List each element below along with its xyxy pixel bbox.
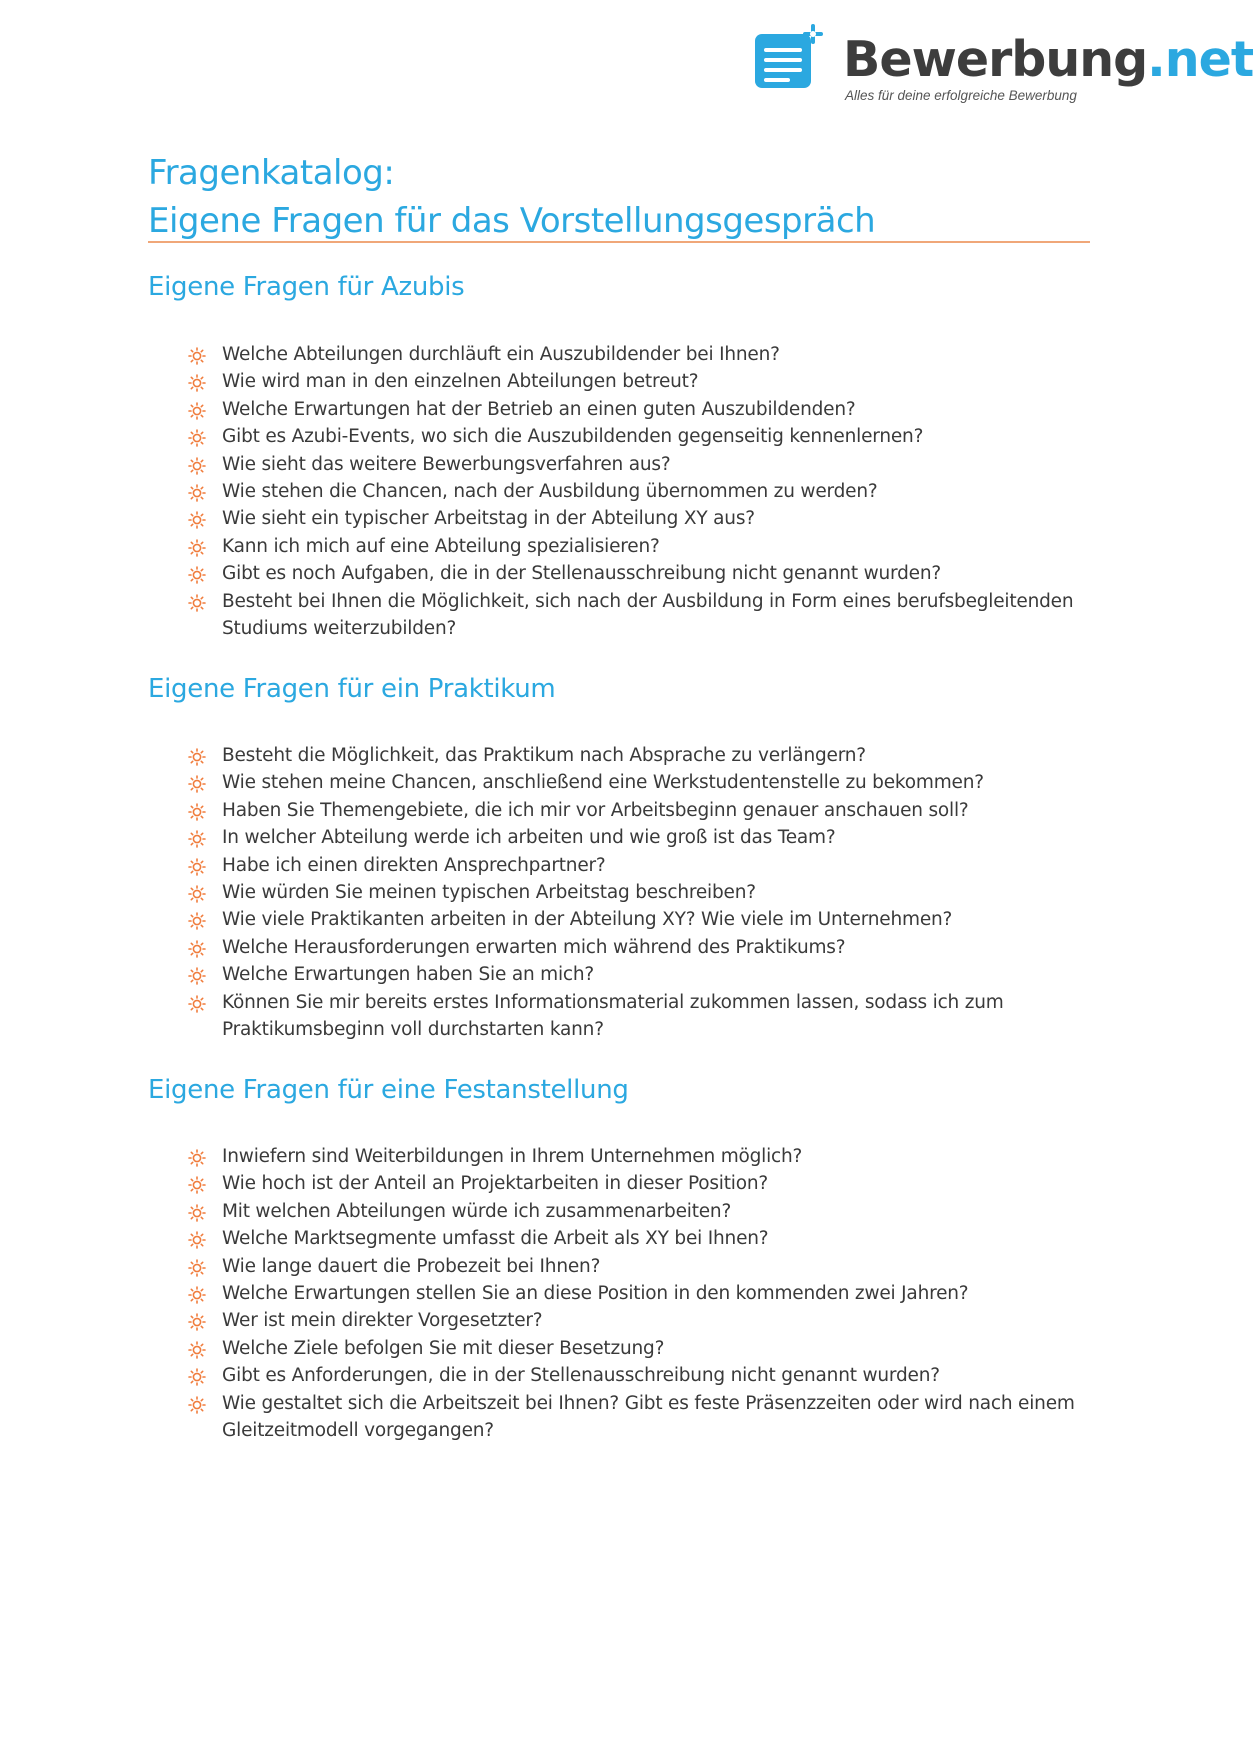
question-list-azubis (188, 341, 1088, 642)
question-item (188, 368, 1088, 395)
section-heading-praktikum: Eigene Fragen für ein Praktikum (148, 674, 556, 704)
question-item (188, 505, 1088, 532)
question-text: Wie viele Praktikanten arbeiten in der Abteilung XY? Wie viele im Unternehmen? (222, 909, 953, 931)
question-item (188, 560, 1088, 587)
lightbulb-icon (188, 346, 206, 364)
question-text: Welche Erwartungen stellen Sie an diese Position in den kommenden zwei Jahren? (222, 1283, 969, 1305)
question-item (188, 934, 1088, 961)
question-text: Wie sieht ein typischer Arbeitstag in der Abteilung XY aus? (222, 508, 755, 530)
lightbulb-icon (188, 483, 206, 501)
question-item (188, 961, 1088, 988)
question-text: Mit welchen Abteilungen würde ich zusammenarbeiten? (222, 1200, 732, 1222)
question-item (188, 423, 1088, 450)
question-item (188, 742, 1088, 769)
question-item (188, 1198, 1088, 1225)
lightbulb-icon (188, 829, 206, 847)
logo-tagline: Alles für deine erfolgreiche Bewerbung (845, 88, 1077, 103)
lightbulb-icon (188, 802, 206, 820)
question-item (188, 1170, 1088, 1197)
lightbulb-icon (188, 857, 206, 875)
question-text: Haben Sie Themengebiete, die ich mir vor Arbeitsbeginn genauer anschauen soll? (222, 799, 969, 821)
lightbulb-icon (188, 994, 206, 1012)
lightbulb-icon (188, 1285, 206, 1303)
lightbulb-icon (188, 939, 206, 957)
question-text: Wie würden Sie meinen typischen Arbeitstag beschreiben? (222, 882, 756, 904)
question-text: Wie sieht das weitere Bewerbungsverfahren aus? (222, 453, 671, 475)
question-list-festanstellung (188, 1143, 1088, 1444)
question-item (188, 478, 1088, 505)
lightbulb-icon (188, 593, 206, 611)
lightbulb-icon (188, 911, 206, 929)
title-divider (148, 241, 1090, 243)
lightbulb-icon (188, 538, 206, 556)
question-item (188, 451, 1088, 478)
question-text: Welche Erwartungen haben Sie an mich? (222, 964, 595, 986)
question-item (188, 396, 1088, 423)
lightbulb-icon (188, 774, 206, 792)
lightbulb-icon (188, 1258, 206, 1276)
question-item (188, 1362, 1088, 1389)
lightbulb-icon (188, 1367, 206, 1385)
question-text: Welche Abteilungen durchläuft ein Auszubildender bei Ihnen? (222, 344, 780, 365)
question-item (188, 588, 1088, 643)
question-text: Habe ich einen direkten Ansprechpartner? (222, 854, 606, 876)
document-title-line-1: Fragenkatalog: (148, 153, 395, 193)
logo-brand-text: Bewerbung (843, 31, 1148, 88)
lightbulb-icon (188, 884, 206, 902)
document-title-line-2: Eigene Fragen für das Vorstellungsgespräch (148, 201, 876, 241)
question-text: Gibt es Anforderungen, die in der Stellenausschreibung nicht genannt wurden? (222, 1365, 940, 1387)
question-text: Gibt es noch Aufgaben, die in der Stellenausschreibung nicht genannt wurden? (222, 563, 941, 585)
document-sparkle-icon (753, 24, 823, 94)
question-text: Welche Herausforderungen erwarten mich während des Praktikums? (222, 936, 846, 958)
question-item (188, 1335, 1088, 1362)
question-text: Besteht bei Ihnen die Möglichkeit, sich nach der Ausbildung in Form eines berufsbegleitenden Studiums weiterzubilden? (222, 590, 1074, 640)
question-item (188, 1280, 1088, 1307)
question-text: Welche Marktsegmente umfasst die Arbeit als XY bei Ihnen? (222, 1228, 769, 1250)
question-item (188, 852, 1088, 879)
question-text: Können Sie mir bereits erstes Informationsmaterial zukommen lassen, sodass ich zum Praktikumsbeginn voll durchstarten kann? (222, 991, 1004, 1041)
question-list-praktikum (188, 742, 1088, 1043)
lightbulb-icon (188, 510, 206, 528)
question-text: Inwiefern sind Weiterbildungen in Ihrem Unternehmen möglich? (222, 1146, 803, 1167)
question-text: Welche Ziele befolgen Sie mit dieser Besetzung? (222, 1337, 665, 1359)
document-title (148, 149, 875, 245)
question-item (188, 1307, 1088, 1334)
question-item (188, 824, 1088, 851)
question-item (188, 1143, 1088, 1170)
lightbulb-icon (188, 1203, 206, 1221)
section-heading-festanstellung: Eigene Fragen für eine Festanstellung (148, 1075, 629, 1105)
lightbulb-icon (188, 565, 206, 583)
lightbulb-icon (188, 1148, 206, 1166)
question-text: Wie gestaltet sich die Arbeitszeit bei Ihnen? Gibt es feste Präsenzzeiten oder wird nach einem Gleitzeitmodell vorgegangen? (222, 1392, 1075, 1442)
lightbulb-icon (188, 1395, 206, 1413)
logo-tld-text: .net (1147, 31, 1253, 88)
lightbulb-icon (188, 966, 206, 984)
question-text: Wie wird man in den einzelnen Abteilungen betreut? (222, 371, 699, 393)
lightbulb-icon (188, 401, 206, 419)
lightbulb-icon (188, 1312, 206, 1330)
lightbulb-icon (188, 428, 206, 446)
lightbulb-icon (188, 747, 206, 765)
section-heading-azubis: Eigene Fragen für Azubis (148, 272, 465, 302)
question-item (188, 797, 1088, 824)
question-item (188, 533, 1088, 560)
question-item (188, 1225, 1088, 1252)
lightbulb-icon (188, 373, 206, 391)
question-text: Besteht die Möglichkeit, das Praktikum nach Absprache zu verlängern? (222, 745, 866, 766)
question-text: Wer ist mein direkter Vorgesetzter? (222, 1310, 543, 1332)
brand-logo[interactable] (753, 18, 1253, 108)
logo-wordmark (843, 32, 1253, 88)
lightbulb-icon (188, 1230, 206, 1248)
question-text: Wie lange dauert die Probezeit bei Ihnen? (222, 1255, 601, 1277)
question-text: Wie stehen meine Chancen, anschließend eine Werkstudentenstelle zu bekommen? (222, 772, 984, 794)
question-item (188, 341, 1088, 368)
question-text: Wie stehen die Chancen, nach der Ausbildung übernommen zu werden? (222, 481, 878, 503)
question-item (188, 989, 1088, 1044)
question-text: Wie hoch ist der Anteil an Projektarbeiten in dieser Position? (222, 1173, 769, 1195)
question-item (188, 1253, 1088, 1280)
lightbulb-icon (188, 1175, 206, 1193)
lightbulb-icon (188, 456, 206, 474)
question-item (188, 769, 1088, 796)
lightbulb-icon (188, 1340, 206, 1358)
question-item (188, 1390, 1088, 1445)
question-text: Gibt es Azubi-Events, wo sich die Auszubildenden gegenseitig kennenlernen? (222, 426, 924, 448)
question-text: Kann ich mich auf eine Abteilung spezialisieren? (222, 535, 660, 557)
question-item (188, 879, 1088, 906)
question-text: In welcher Abteilung werde ich arbeiten und wie groß ist das Team? (222, 827, 836, 849)
question-text: Welche Erwartungen hat der Betrieb an einen guten Auszubildenden? (222, 398, 856, 420)
question-item (188, 906, 1088, 933)
